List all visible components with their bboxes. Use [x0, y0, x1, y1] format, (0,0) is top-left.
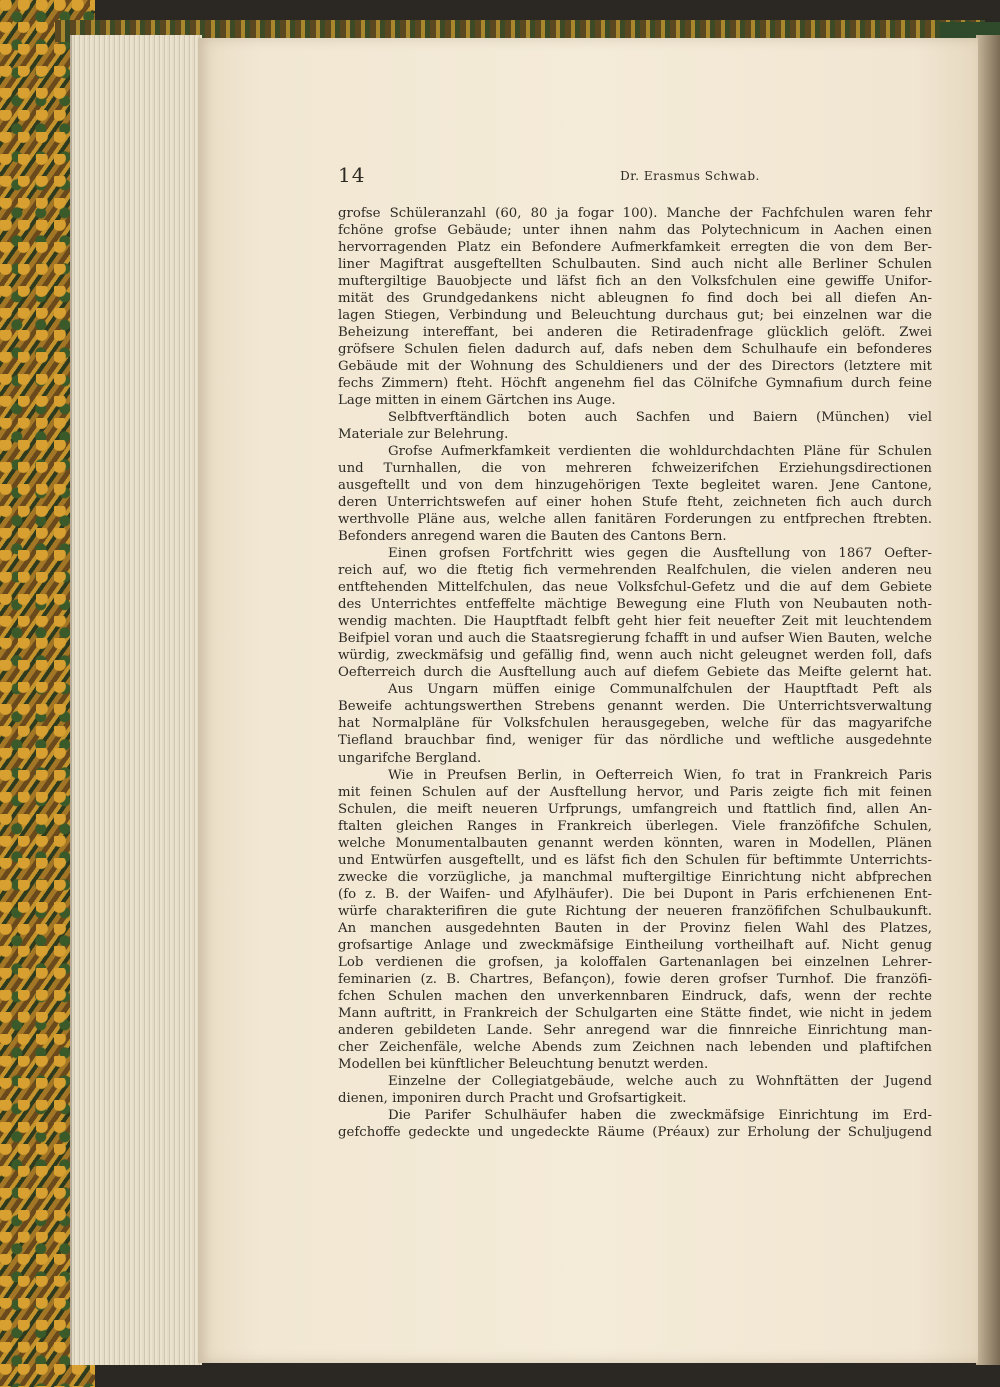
text-line: liner Magiftrat ausgeftellten Schulbauten. Sind auch nicht alle Berliner Schulen: [338, 257, 932, 273]
text-line: Wie in Preufsen Berlin, in Oefterreich Wien, fo trat in Frankreich Paris: [388, 767, 932, 783]
text-line: hat Normalpläne für Volksfchulen herausgegeben, welche für das magyarifche: [338, 716, 932, 732]
text-line: Tiefland brauchbar find, weniger für das nördliche und weftliche ausgedehnte: [338, 733, 932, 749]
text-line: würfe charakterifiren die gute Richtung der neueren franzöfifchen Schulbaukunft.: [338, 903, 932, 919]
text-line: (fo z. B. der Waifen- und Afylhäufer). Die bei Dupont in Paris erfchienenen Ent-: [338, 886, 932, 902]
text-line: mit feinen Schulen auf der Ausftellung hervor, und Paris zeigte fich mit feinen: [338, 784, 932, 800]
text-line: grofsartige Anlage und zweckmäfsige Eintheilung vortheilhaft auf. Nicht genug: [338, 937, 932, 953]
text-line: würdig, zweckmäfsig und gefällig find, wenn auch nicht geleugnet werden foll, dafs: [338, 648, 932, 664]
text-line: Lage mitten in einem Gärtchen ins Auge.: [338, 393, 616, 409]
text-line: Mann auftritt, in Frankreich der Schulgarten eine Stätte findet, wie nicht in jedem: [338, 1005, 932, 1021]
text-line: mität des Grundgedankens nicht ableugnen fo find doch bei all diefen An-: [338, 291, 932, 307]
text-line: cher Zeichenfäle, welche Abends zum Zeichnen nach lebenden und plaftifchen: [338, 1039, 932, 1055]
text-line: Modellen bei künftlicher Beleuchtung benutzt werden.: [338, 1056, 709, 1072]
text-line: fechs Zimmern) fteht. Höchft angenehm fiel das Cölnifche Gymnafium durch feine: [338, 376, 932, 392]
text-line: Aus Ungarn müffen einige Communalfchulen der Hauptftadt Peft als: [388, 682, 932, 698]
text-line: Befonders anregend waren die Bauten des Cantons Bern.: [338, 529, 727, 545]
page-right-edge: [976, 35, 1000, 1365]
text-line: wendig machten. Die Hauptftadt felbft geht hier feit neuefter Zeit mit leuchtendem: [338, 614, 932, 630]
text-line: reich auf, wo die ftetig fich vermehrenden Realfchulen, die vielen anderen neu: [338, 563, 932, 579]
text-line: und Turnhallen, die von mehreren fchweizerifchen Erziehungsdirectionen: [338, 461, 932, 477]
text-line: entftehenden Mittelfchulen, das neue Volksfchul-Gefetz und die auf dem Gebiete: [338, 580, 932, 596]
text-line: Beweife achtungswerthen Strebens genannt werden. Die Unterrichtsverwaltung: [338, 699, 932, 715]
text-line: Schulen, die meift neueren Urfprungs, umfangreich und ftattlich find, allen An-: [338, 801, 932, 817]
text-line: hervorragenden Platz ein Befondere Aufmerkfamkeit erregten die von dem Ber-: [338, 240, 932, 256]
text-line: Einen grofsen Fortfchritt wies gegen die Ausftellung von 1867 Oefter-: [388, 546, 932, 562]
text-line: gefchoffe gedeckte und ungedeckte Räume (Préaux) zur Erholung der Schuljugend: [338, 1124, 932, 1140]
text-line: anderen gebildeten Lande. Sehr anregend war die finnreiche Einrichtung man-: [338, 1022, 932, 1038]
text-line: ungarifche Bergland.: [338, 750, 482, 766]
text-line: feminarien (z. B. Chartres, Befançon), fowie deren grofser Turnhof. Die franzöfi-: [338, 971, 932, 987]
text-line: grofse Schüleranzahl (60, 80 ja fogar 100). Manche der Fachfchulen waren fehr: [338, 206, 932, 221]
text-line: Selbftverftändlich boten auch Sachfen und Baiern (München) viel: [388, 410, 932, 426]
page-stack-edges: [70, 35, 202, 1365]
text-line: werthvolle Pläne aus, welche allen fanitären Forderungen zu entfprechen ftrebten.: [338, 512, 932, 528]
text-line: und Entwürfen ausgeftellt, und es läfst fich den Schulen für beftimmte Unterrichts-: [338, 852, 932, 868]
text-line: gröfsere Schulen fielen dadurch auf, dafs neben dem Schulhaufe ein befonderes: [338, 342, 932, 358]
text-line: Lob verdienen die grofsen, ja koloffalen Gartenanlagen bei einzelnen Lehrer-: [338, 954, 932, 970]
text-line: ausgeftellt und von dem hinzugehörigen Texte begleitet waren. Jene Cantone,: [338, 478, 932, 494]
text-line: zwecke die vorzügliche, ja manchmal muftergiltige Einrichtung nicht abfprechen: [338, 869, 932, 885]
text-line: Beifpiel voran und auch die Staatsregierung fchafft in und aufser Wien Bauten, welche: [338, 631, 932, 647]
text-line: welche Monumentalbauten genannt werden könnten, waren in Modellen, Plänen: [338, 835, 932, 851]
text-line: Oefterreich durch die Ausftellung auch auf diefem Gebiete das Meifte gelernt hat.: [338, 665, 932, 681]
body-text: [338, 205, 932, 1141]
text-line: deren Unterrichtswefen auf einer hohen Stufe fteht, zeichneten fich auch durch: [338, 495, 932, 511]
text-line: Die Parifer Schulhäufer haben die zweckmäfsige Einrichtung im Erd-: [388, 1107, 932, 1123]
text-line: fchen Schulen machen den unverkennbaren Eindruck, dafs, wenn der rechte: [338, 988, 932, 1004]
text-line: Einzelne der Collegiatgebäude, welche auch zu Wohnftätten der Jugend: [388, 1073, 932, 1089]
text-line: Grofse Aufmerkfamkeit verdienten die wohldurchdachten Pläne für Schulen: [388, 444, 932, 460]
text-line: dienen, imponiren durch Pracht und Grofsartigkeit.: [338, 1090, 687, 1106]
text-line: Beheizung intereffant, bei anderen die Retiradenfrage glücklich gelöft. Zwei: [338, 325, 932, 341]
page-number: 14: [338, 163, 366, 187]
text-line: muftergiltige Bauobjecte und läfst fich an den Volksfchulen eine gewiffe Unifor-: [338, 274, 932, 290]
page-header: [338, 163, 932, 189]
text-line: Gebäude mit der Wohnung des Schuldieners und der des Directors (letztere mit: [338, 359, 932, 375]
text-line: des Unterrichtes entfeffelte mächtige Bewegung eine Fluth von Neubauten noth-: [338, 597, 932, 613]
text-line: ftalten gleichen Ranges in Frankreich überlegen. Viele franzöfifche Schulen,: [338, 818, 932, 834]
running-title: Dr. Erasmus Schwab.: [620, 169, 760, 183]
text-line: lagen Stiegen, Verbindung und Beleuchtung durchaus gut; bei einzelnen war die: [338, 308, 932, 324]
text-line: Materiale zur Belehrung.: [338, 427, 509, 443]
text-line: An manchen ausgedehnten Bauten in der Provinz fielen Wahl des Platzes,: [338, 920, 932, 936]
text-line: fchöne grofse Gebäude; unter ihnen nahm das Polytechnicum in Aachen einen: [338, 223, 932, 239]
